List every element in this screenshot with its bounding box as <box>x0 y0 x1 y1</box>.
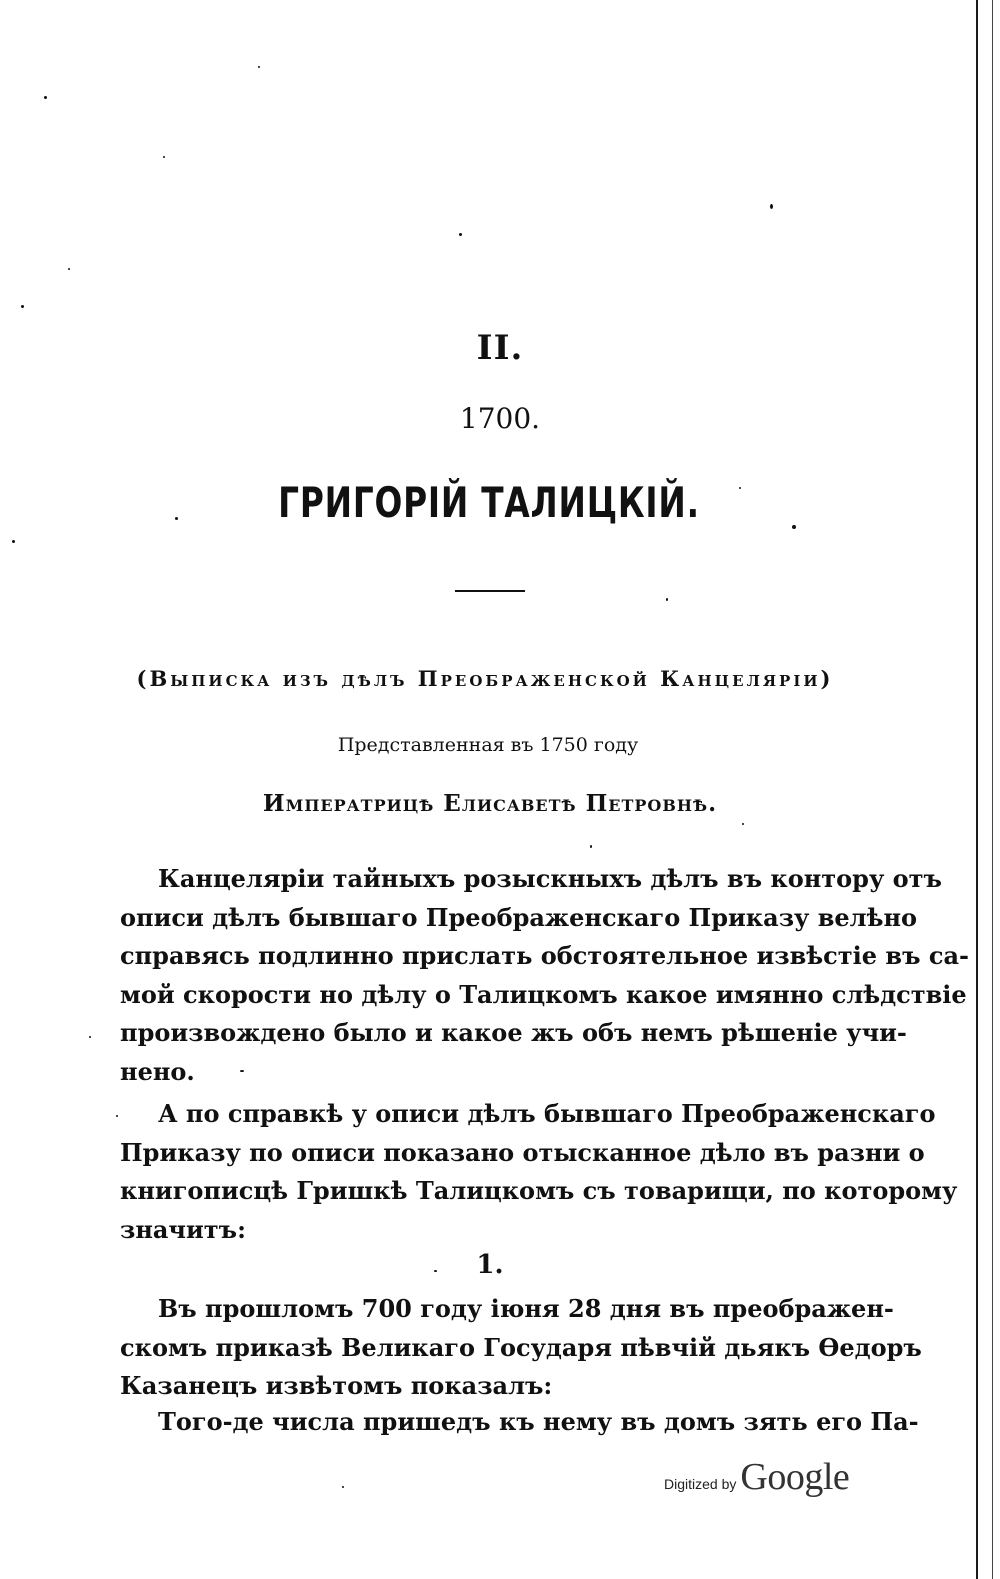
paragraph <box>120 1095 958 1249</box>
text-line: Того-де числа пришедъ къ нему въ домъ зять его Па- <box>158 1407 919 1436</box>
text-line: справясь подлинно прислать обстоятельное извѣстіе въ са- <box>120 941 969 970</box>
text-line: Приказу по описи показано отысканное дѣло въ разни о <box>120 1137 925 1167</box>
source-subtitle: (Выписка изъ дѣлъ Преображенской Канцеляріи) <box>136 666 834 691</box>
scan-speck <box>459 233 462 236</box>
page-edge-line <box>992 0 993 1579</box>
scan-speck <box>21 305 24 308</box>
scan-speck <box>89 1036 91 1038</box>
paragraph <box>120 860 969 1091</box>
scan-speck <box>742 823 744 825</box>
text-line: нено. <box>120 1056 195 1086</box>
empress-line: Императрицѣ Елисаветѣ Петровнѣ. <box>262 790 718 817</box>
presented-line: Представленная въ 1750 году <box>337 734 639 756</box>
text-line: книгописцѣ Гришкѣ Талицкомъ съ товарищи, по которому <box>120 1176 958 1205</box>
scan-speck <box>770 204 773 209</box>
text-line: скомъ приказѣ Великаго Государя пѣвчій дьякъ Ѳедоръ <box>120 1332 922 1362</box>
scan-speck <box>258 66 260 68</box>
scan-speck <box>163 156 165 158</box>
text-line: Казанецъ извѣтомъ показалъ: <box>120 1371 553 1400</box>
scan-speck <box>44 96 47 99</box>
text-line: мой скорости но дѣлу о Талицкомъ какое имянно слѣдствіе <box>120 979 967 1009</box>
scan-speck <box>116 1115 118 1117</box>
scan-speck <box>12 540 15 543</box>
section-number: II. <box>476 328 524 368</box>
paragraph <box>120 1290 922 1406</box>
text-line: А по справкѣ у описи дѣлъ бывшаго Преображенскаго <box>158 1099 936 1128</box>
chapter-title: ГРИГОРІЙ ТАЛИЦКІЙ. <box>278 478 700 527</box>
title-divider <box>455 590 525 592</box>
text-line: Въ прошломъ 700 году іюня 28 дня въ преображен- <box>158 1294 894 1323</box>
digitized-by-google-watermark <box>664 1455 849 1499</box>
watermark-prefix: Digitized by <box>664 1476 737 1492</box>
scan-speck <box>666 598 668 601</box>
text-line: описи дѣлъ бывшаго Преображенскаго Приказу велѣно <box>120 902 918 932</box>
text-line: Канцеляріи тайныхъ розыскныхъ дѣлъ въ контору отъ <box>158 864 942 893</box>
paragraph <box>120 1403 919 1442</box>
scan-speck <box>342 1486 344 1488</box>
text-line: значитъ: <box>120 1214 246 1244</box>
scan-speck <box>590 845 592 848</box>
google-logo: Google <box>740 1456 850 1498</box>
scan-speck <box>68 268 70 270</box>
year-heading: 1700. <box>459 402 541 435</box>
text-line: произвождено было и какое жъ объ немъ рѣшеніе учи- <box>120 1018 907 1047</box>
item-number: 1. <box>476 1250 504 1280</box>
